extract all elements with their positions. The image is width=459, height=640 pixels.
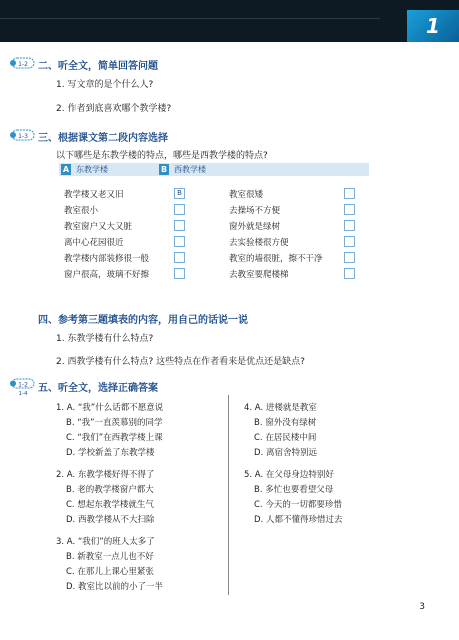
q3-option-b: B. 新教室一点儿也不好: [66, 552, 154, 562]
left-item: 教学楼内部装修很一般: [64, 254, 150, 264]
q4-option-b: B. 窗外没有绿树: [254, 418, 317, 428]
left-item: 窗户很高，玻璃不好擦: [64, 270, 150, 280]
q1-option-c: C. “我们”在西教学楼上课: [66, 433, 163, 443]
section-4-title: 四、参考第三题填表的内容，用自己的话说一说: [38, 315, 248, 326]
right-item: 教室的墙很脏，擦不干净: [229, 254, 323, 264]
answer-box[interactable]: [344, 204, 355, 215]
left-item: 教室很小: [64, 206, 99, 216]
section-2-title: 二、听全文，简单回答问题: [38, 61, 158, 72]
q3-option-a: 3. A. “我们”的班人太多了: [56, 537, 155, 547]
answer-box[interactable]: [174, 236, 185, 247]
answer-box[interactable]: [174, 268, 185, 279]
q4-option-a: 4. A. 进楼就是教室: [244, 403, 317, 413]
column-divider: [228, 395, 229, 595]
answer-box[interactable]: [344, 236, 355, 247]
answer-box[interactable]: [344, 220, 355, 231]
audio-track-label: 1-3: [18, 133, 28, 140]
q1-option-a: 1. A. “我”什么话都不愿意说: [56, 403, 164, 413]
answer-box[interactable]: [174, 252, 185, 263]
audio-track-icon: [8, 378, 36, 396]
tag-a: A: [62, 165, 70, 174]
audio-track-icon: [8, 57, 36, 69]
q5-option-c: C. 今天的一切都要珍惜: [254, 500, 342, 510]
answer-box[interactable]: [174, 220, 185, 231]
answer-box[interactable]: [344, 252, 355, 263]
q3-option-d: D. 教室比以前的小了一半: [66, 582, 163, 592]
question-4-2: 2. 西教学楼有什么特点? 这些特点在作者看来是优点还是缺点?: [56, 357, 305, 367]
q5-option-d: D. 人都不懂得珍惜过去: [254, 515, 343, 525]
tag-b-text: 西教学楼: [174, 165, 206, 174]
tag-a-text: 东教学楼: [76, 165, 108, 174]
audio-track-label: 1-2: [18, 61, 28, 68]
legend-bar: [59, 163, 369, 176]
question-2-1: 1. 写文章的是个什么人?: [56, 80, 154, 90]
left-item: 教室窗户又大又脏: [64, 222, 133, 232]
q2-option-b: B. 老的教学楼窗户都大: [66, 485, 154, 495]
right-item: 去操场不方便: [229, 206, 281, 216]
q1-option-d: D. 学校新盖了东教学楼: [66, 448, 155, 458]
question-4-1: 1. 东教学楼有什么特点?: [56, 334, 154, 344]
page-number: 3: [419, 602, 425, 612]
left-item: 教学楼又老又旧: [64, 190, 124, 200]
answer-box[interactable]: [344, 188, 355, 199]
q5-option-b: B. 多忙也要看望父母: [254, 485, 334, 495]
section-3-prompt: 以下哪些是东教学楼的特点，哪些是西教学楼的特点?: [56, 151, 268, 161]
q1-option-b: B. “我”一直羡慕别的同学: [66, 418, 163, 428]
q4-option-d: D. 离宿舍特别远: [254, 448, 317, 458]
right-item: 窗外就是绿树: [229, 222, 281, 232]
answer-box[interactable]: [174, 204, 185, 215]
q2-option-c: C. 想起东教学楼就生气: [66, 500, 154, 510]
q4-option-c: C. 在居民楼中间: [254, 433, 317, 443]
audio-track-icon: [8, 129, 36, 141]
classification-table: [59, 182, 369, 278]
right-item: 去教室要爬楼梯: [229, 270, 289, 280]
answer-box[interactable]: [344, 268, 355, 279]
right-item: 教室很矮: [229, 190, 264, 200]
top-banner: [0, 0, 459, 42]
question-2-2: 2. 作者到底喜欢哪个教学楼?: [56, 104, 172, 114]
section-5-title: 五、听全文，选择正确答案: [38, 383, 158, 394]
q3-option-c: C. 在那儿上课心里紧张: [66, 567, 154, 577]
q5-option-a: 5. A. 在父母身边特别好: [244, 470, 334, 480]
banner-stripe: [0, 18, 380, 19]
q2-option-a: 2. A. 东教学楼好得不得了: [56, 470, 155, 480]
audio-track-sublabel: 1-4: [18, 391, 28, 396]
answer-box[interactable]: B: [174, 188, 185, 199]
tag-b: B: [160, 165, 168, 174]
right-item: 去实验楼很方便: [229, 238, 289, 248]
section-3-title: 三、根据课文第二段内容选择: [38, 133, 168, 144]
q2-option-d: D. 西教学楼从不大扫除: [66, 515, 155, 525]
left-item: 离中心花园很近: [64, 238, 124, 248]
chapter-badge: 1: [407, 10, 459, 42]
audio-track-label: 1-2: [18, 381, 28, 389]
